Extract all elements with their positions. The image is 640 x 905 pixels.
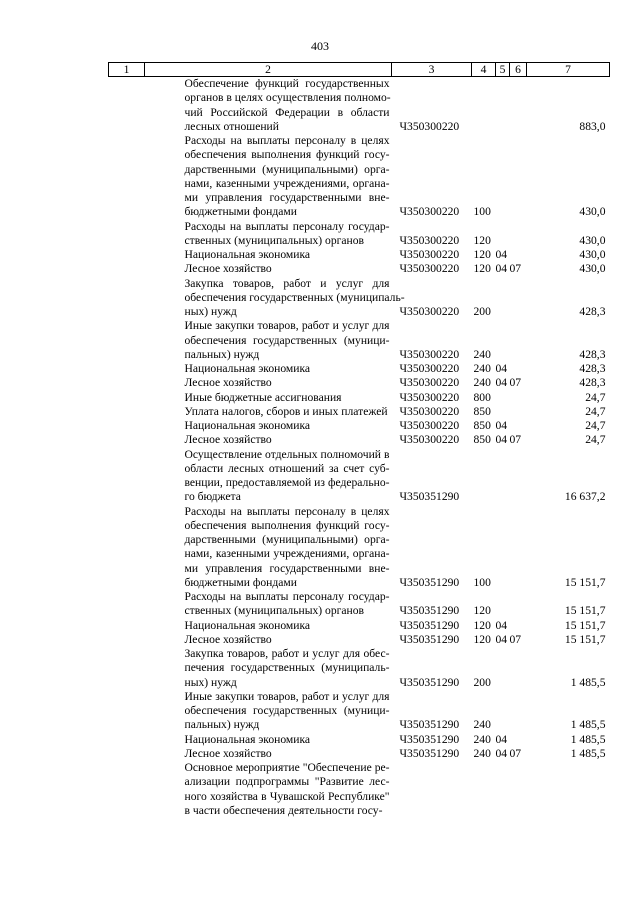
item-name-line: Национальная экономика xyxy=(184,362,311,375)
item-name-line: ми управления государственными вне- xyxy=(184,561,390,575)
item-name-line: лесных отношений xyxy=(184,119,279,133)
row-number-cell xyxy=(109,747,145,761)
section-cell: 04 xyxy=(495,419,508,432)
row-number-cell xyxy=(109,319,145,362)
header-cell: 1 xyxy=(109,63,145,77)
item-name-line: нами, казенными учреждениями, органа- xyxy=(184,547,390,561)
target-code-cell: Ч350300220 xyxy=(399,347,460,361)
page-number: 403 xyxy=(311,39,329,53)
section-cell xyxy=(496,319,510,362)
section-cell xyxy=(496,134,510,220)
item-name-cell xyxy=(145,405,392,419)
header-row xyxy=(109,63,610,77)
table-row xyxy=(109,448,610,505)
item-name-cell xyxy=(145,262,392,276)
amount-cell: 428,3 xyxy=(579,305,606,318)
table-row xyxy=(109,376,610,390)
item-name-line: Лесное хозяйство xyxy=(184,262,272,276)
item-name-cell xyxy=(145,391,392,405)
item-name-cell xyxy=(145,633,392,647)
subsection-cell xyxy=(510,590,527,619)
row-number-cell xyxy=(109,220,145,249)
row-number-cell xyxy=(109,761,145,818)
expense-type-cell: 120 xyxy=(473,248,491,261)
item-name-cell xyxy=(145,690,392,733)
table-row xyxy=(109,405,610,419)
row-number-cell xyxy=(109,391,145,405)
target-code-cell: Ч350300220 xyxy=(399,404,460,418)
amount-cell: 428,3 xyxy=(579,362,606,375)
item-name-line: Национальная экономика xyxy=(184,248,311,261)
item-name-line: нами, казенными учреждениями, органа- xyxy=(184,176,390,190)
section-cell xyxy=(496,761,510,818)
subsection-cell: 07 xyxy=(509,746,522,760)
row-number-cell xyxy=(109,405,145,419)
section-cell xyxy=(496,590,510,619)
expense-type-cell xyxy=(472,761,496,818)
section-cell: 04 xyxy=(495,433,508,447)
amount-cell xyxy=(527,761,610,818)
item-name-line: Лесное хозяйство xyxy=(184,433,272,447)
table-row xyxy=(109,134,610,220)
subsection-cell xyxy=(510,405,527,419)
header-cell: 5 xyxy=(496,63,510,77)
section-cell: 04 xyxy=(495,362,508,375)
subsection-cell xyxy=(510,319,527,362)
expense-type-cell: 120 xyxy=(473,262,491,276)
header-cell: 3 xyxy=(392,63,472,77)
item-name-line: чий Российской Федерации в области xyxy=(184,105,390,119)
header-cell: 4 xyxy=(472,63,496,77)
row-number-cell xyxy=(109,619,145,633)
expense-type-cell: 240 xyxy=(473,718,491,732)
budget-table xyxy=(108,62,610,818)
expense-type-cell: 240 xyxy=(473,732,491,746)
section-cell xyxy=(496,277,510,320)
subsection-cell: 07 xyxy=(509,433,522,447)
target-code-cell: Ч350300220 xyxy=(399,419,460,432)
section-cell: 04 xyxy=(495,618,508,632)
item-name-line: дарственными (муниципальными) орга- xyxy=(184,533,390,546)
item-name-cell xyxy=(145,448,392,505)
item-name-line: Закупка товаров, работ и услуг для xyxy=(184,276,390,290)
item-name-cell xyxy=(145,761,392,818)
expense-type-cell: 850 xyxy=(473,433,491,447)
item-name-line: Национальная экономика xyxy=(184,732,311,746)
item-name-line: ми управления государственными вне- xyxy=(184,191,390,204)
amount-cell: 430,0 xyxy=(579,205,606,219)
item-name-cell xyxy=(145,248,392,262)
amount-cell: 24,7 xyxy=(585,419,606,432)
item-name-cell xyxy=(145,134,392,220)
item-name-line: Уплата налогов, сборов и иных платежей xyxy=(184,404,388,418)
subsection-cell xyxy=(510,248,527,262)
table-row xyxy=(109,505,610,591)
amount-cell: 1 485,5 xyxy=(570,675,606,689)
section-cell: 04 xyxy=(495,376,508,390)
item-name-line: ализации подпрограммы "Развитие лес- xyxy=(184,775,390,789)
table-row xyxy=(109,277,610,320)
section-cell xyxy=(496,647,510,690)
item-name-line: обеспечения выполнения функций госу- xyxy=(184,148,390,162)
target-code-cell: Ч350351290 xyxy=(399,618,460,632)
table-row xyxy=(109,391,610,405)
amount-cell: 24,7 xyxy=(585,390,606,404)
expense-type-cell: 850 xyxy=(473,419,491,432)
table-row xyxy=(109,761,610,818)
subsection-cell xyxy=(510,391,527,405)
item-name-line: ственных (муниципальных) органов xyxy=(184,604,365,618)
expense-type-cell: 120 xyxy=(473,604,491,618)
target-code-cell: Ч350351290 xyxy=(399,632,460,646)
expense-type-cell: 100 xyxy=(473,205,491,219)
item-name-line: Закупка товаров, работ и услуг для обес- xyxy=(184,647,390,660)
subsection-cell xyxy=(510,690,527,733)
target-code-cell: Ч350351290 xyxy=(399,746,460,760)
table-row xyxy=(109,690,610,733)
amount-cell: 24,7 xyxy=(585,433,606,447)
item-name-line: пальных) нужд xyxy=(184,718,260,732)
row-number-cell xyxy=(109,647,145,690)
item-name-line: Лесное хозяйство xyxy=(184,632,272,646)
header-cell: 7 xyxy=(527,63,610,77)
amount-cell: 430,0 xyxy=(579,262,606,276)
section-cell: 04 xyxy=(495,248,508,261)
target-code-cell xyxy=(392,761,472,818)
item-name-line: Расходы на выплаты персоналу государ- xyxy=(184,219,390,233)
table-row xyxy=(109,262,610,276)
section-cell xyxy=(496,220,510,249)
target-code-cell: Ч350351290 xyxy=(399,732,460,746)
row-number-cell xyxy=(109,690,145,733)
table-row xyxy=(109,77,610,135)
target-code-cell: Ч350351290 xyxy=(399,490,460,504)
expense-type-cell xyxy=(472,448,496,505)
expense-type-cell: 200 xyxy=(473,305,491,318)
expense-type-cell: 240 xyxy=(473,376,491,390)
row-number-cell xyxy=(109,134,145,220)
target-code-cell: Ч350300220 xyxy=(399,362,460,375)
expense-type-cell: 850 xyxy=(473,404,491,418)
subsection-cell xyxy=(510,134,527,220)
item-name-line: бюджетными фондами xyxy=(184,205,297,219)
target-code-cell: Ч350300220 xyxy=(399,248,460,261)
item-name-line: пальных) нужд xyxy=(184,347,260,361)
subsection-cell: 07 xyxy=(509,632,522,646)
row-number-cell xyxy=(109,77,145,135)
section-cell xyxy=(496,405,510,419)
amount-cell: 1 485,5 xyxy=(570,732,606,746)
item-name-line: Обеспечение функций государственных xyxy=(184,77,390,90)
section-cell xyxy=(496,505,510,591)
item-name-line: Основное мероприятие "Обеспечение ре- xyxy=(184,761,390,774)
expense-type-cell: 120 xyxy=(473,233,491,247)
item-name-line: дарственными (муниципальными) орга- xyxy=(184,162,390,176)
item-name-line: Расходы на выплаты персоналу государ- xyxy=(184,590,390,603)
item-name-line: ственных (муниципальных) органов xyxy=(184,233,365,247)
row-number-cell xyxy=(109,362,145,376)
target-code-cell: Ч350300220 xyxy=(399,262,460,276)
subsection-cell xyxy=(510,619,527,633)
amount-cell: 15 151,7 xyxy=(564,575,606,589)
subsection-cell: 07 xyxy=(509,262,522,276)
item-name-cell xyxy=(145,647,392,690)
item-name-line: обеспечения выполнения функций госу- xyxy=(184,518,390,532)
target-code-cell: Ч350300220 xyxy=(399,433,460,447)
item-name-line: обеспечения государственных (муници- xyxy=(184,333,390,347)
subsection-cell xyxy=(510,733,527,747)
item-name-cell xyxy=(145,77,392,135)
amount-cell: 15 151,7 xyxy=(564,632,606,646)
expense-type-cell: 200 xyxy=(473,675,491,689)
subsection-cell xyxy=(510,505,527,591)
subsection-cell xyxy=(510,448,527,505)
row-number-cell xyxy=(109,505,145,591)
section-cell xyxy=(496,77,510,135)
row-number-cell xyxy=(109,448,145,505)
item-name-cell xyxy=(145,505,392,591)
table-row xyxy=(109,433,610,447)
row-number-cell xyxy=(109,376,145,390)
item-name-cell xyxy=(145,747,392,761)
subsection-cell xyxy=(510,220,527,249)
table-row xyxy=(109,747,610,761)
subsection-cell xyxy=(510,419,527,433)
table-row xyxy=(109,619,610,633)
item-name-line: Лесное хозяйство xyxy=(184,746,272,760)
item-name-line: Иные закупки товаров, работ и услуг для xyxy=(184,689,390,703)
subsection-cell xyxy=(510,761,527,818)
expense-type-cell: 240 xyxy=(473,746,491,760)
item-name-line: Национальная экономика xyxy=(184,419,311,432)
item-name-line: Расходы на выплаты персоналу в целях xyxy=(184,504,390,518)
item-name-cell xyxy=(145,619,392,633)
target-code-cell: Ч350300220 xyxy=(399,233,460,247)
subsection-cell: 07 xyxy=(509,376,522,390)
amount-cell: 428,3 xyxy=(579,347,606,361)
section-cell: 04 xyxy=(495,746,508,760)
expense-type-cell: 120 xyxy=(473,618,491,632)
amount-cell: 15 151,7 xyxy=(564,604,606,618)
row-number-cell xyxy=(109,277,145,320)
table-row xyxy=(109,362,610,376)
table-row xyxy=(109,633,610,647)
expense-type-cell: 800 xyxy=(473,390,491,404)
row-number-cell xyxy=(109,590,145,619)
target-code-cell: Ч350351290 xyxy=(399,675,460,689)
target-code-cell: Ч350300220 xyxy=(399,390,460,404)
amount-cell: 428,3 xyxy=(579,376,606,390)
target-code-cell: Ч350351290 xyxy=(399,575,460,589)
target-code-cell: Ч350300220 xyxy=(399,119,460,133)
target-code-cell: Ч350351290 xyxy=(399,718,460,732)
item-name-line: Расходы на выплаты персоналу в целях xyxy=(184,134,390,147)
subsection-cell xyxy=(510,77,527,135)
item-name-line: обеспечения государственных (муници- xyxy=(184,704,390,717)
amount-cell: 16 637,2 xyxy=(564,490,606,504)
row-number-cell xyxy=(109,419,145,433)
item-name-line: области лесных отношений за счет суб- xyxy=(184,461,390,475)
expense-type-cell: 120 xyxy=(473,632,491,646)
amount-cell: 24,7 xyxy=(585,404,606,418)
item-name-line: ных) нужд xyxy=(184,305,237,318)
item-name-cell xyxy=(145,733,392,747)
table-row xyxy=(109,220,610,249)
item-name-cell xyxy=(145,319,392,362)
item-name-line: Иные закупки товаров, работ и услуг для xyxy=(184,319,390,333)
amount-cell: 1 485,5 xyxy=(570,746,606,760)
subsection-cell xyxy=(510,277,527,320)
expense-type-cell: 240 xyxy=(473,347,491,361)
amount-cell: 15 151,7 xyxy=(564,618,606,632)
target-code-cell: Ч350300220 xyxy=(399,305,460,318)
table-row xyxy=(109,647,610,690)
header-cell: 6 xyxy=(510,63,527,77)
table-row xyxy=(109,319,610,362)
row-number-cell xyxy=(109,262,145,276)
item-name-line: в части обеспечения деятельности госу- xyxy=(184,803,383,817)
item-name-line: печения государственных (муниципаль- xyxy=(184,661,390,675)
target-code-cell: Ч350300220 xyxy=(399,376,460,390)
expense-type-cell xyxy=(472,77,496,135)
item-name-line: го бюджета xyxy=(184,490,241,504)
table-row xyxy=(109,419,610,433)
expense-type-cell: 100 xyxy=(473,575,491,589)
row-number-cell xyxy=(109,633,145,647)
item-name-line: ных) нужд xyxy=(184,675,237,689)
item-name-cell xyxy=(145,376,392,390)
item-name-cell xyxy=(145,276,405,320)
item-name-line: Национальная экономика xyxy=(184,618,311,632)
row-number-cell xyxy=(109,733,145,747)
item-name-line: Иные бюджетные ассигнования xyxy=(184,390,342,404)
item-name-line: бюджетными фондами xyxy=(184,575,297,589)
row-number-cell xyxy=(109,433,145,447)
item-name-line: органов в целях осуществления полномо- xyxy=(184,91,391,105)
section-cell: 04 xyxy=(495,732,508,746)
subsection-cell xyxy=(510,647,527,690)
section-cell: 04 xyxy=(495,262,508,276)
amount-cell: 1 485,5 xyxy=(570,718,606,732)
table-row xyxy=(109,248,610,262)
header-cell: 2 xyxy=(145,63,392,77)
item-name-line: венции, предоставляемой из федерально- xyxy=(184,476,390,489)
section-cell xyxy=(496,391,510,405)
item-name-line: обеспечения государственных (муниципаль- xyxy=(184,290,405,304)
table-row xyxy=(109,590,610,619)
subsection-cell xyxy=(510,362,527,376)
amount-cell: 430,0 xyxy=(579,248,606,261)
amount-cell: 883,0 xyxy=(579,119,606,133)
table-row xyxy=(109,733,610,747)
section-cell: 04 xyxy=(495,632,508,646)
item-name-cell xyxy=(145,419,392,433)
item-name-cell xyxy=(145,220,392,249)
amount-cell: 430,0 xyxy=(579,233,606,247)
expense-type-cell: 240 xyxy=(473,362,491,375)
item-name-cell xyxy=(145,590,392,619)
item-name-line: ного хозяйства в Чувашской Республике" xyxy=(184,789,390,803)
section-cell xyxy=(496,448,510,505)
item-name-line: Лесное хозяйство xyxy=(184,376,272,390)
item-name-line: Осуществление отдельных полномочий в xyxy=(184,447,390,461)
target-code-cell: Ч350351290 xyxy=(399,604,460,618)
target-code-cell: Ч350300220 xyxy=(399,205,460,219)
item-name-cell xyxy=(145,433,392,447)
section-cell xyxy=(496,690,510,733)
item-name-cell xyxy=(145,362,392,376)
row-number-cell xyxy=(109,248,145,262)
